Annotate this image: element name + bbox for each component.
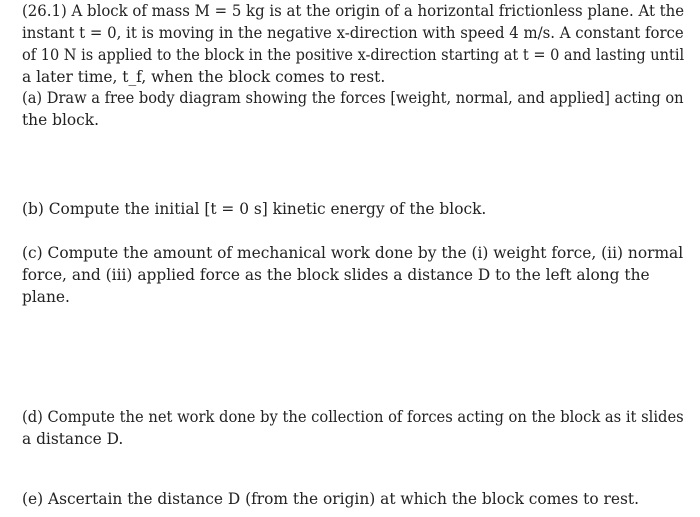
intro-line-4: a later time, t_f, when the block comes to rest.	[22, 68, 386, 86]
problem-intro	[22, 0, 684, 88]
part-c-line-2: force, and (iii) applied force as the block slides a distance D to the left along the	[22, 266, 650, 284]
part-a	[22, 87, 684, 131]
problem-number: (26.1)	[22, 2, 67, 20]
part-e	[22, 488, 684, 510]
part-b	[22, 198, 684, 220]
intro-line-1: (26.1) A block of mass M = 5 kg is at the origin of a horizontal frictionless plane. At the	[22, 2, 685, 20]
part-d	[22, 406, 684, 450]
part-a-line-1: (a) Draw a free body diagram showing the forces [weight, normal, and applied] acting on	[22, 89, 684, 107]
part-b-line-1: (b) Compute the initial [t = 0 s] kinetic energy of the block.	[22, 200, 487, 218]
part-b-label: (b)	[22, 200, 44, 218]
part-d-line-1: (d) Compute the net work done by the collection of forces acting on the block as it slides	[22, 408, 684, 426]
intro-line-3: of 10 N is applied to the block in the positive x-direction starting at t = 0 and lasting until	[22, 46, 685, 64]
intro-line-2: instant t = 0, it is moving in the negative x-direction with speed 4 m/s. A constant force	[22, 24, 684, 42]
part-e-label: (e)	[22, 490, 44, 508]
part-e-line-1: (e) Ascertain the distance D (from the origin) at which the block comes to rest.	[22, 490, 639, 508]
part-a-line-2: the block.	[22, 111, 99, 129]
part-c	[22, 242, 684, 308]
part-a-label: (a)	[22, 89, 43, 107]
part-c-label: (c)	[22, 244, 43, 262]
part-d-label: (d)	[22, 408, 43, 426]
part-d-line-2: a distance D.	[22, 430, 124, 448]
part-c-line-3: plane.	[22, 288, 70, 306]
part-c-line-1: (c) Compute the amount of mechanical work done by the (i) weight force, (ii) normal	[22, 244, 684, 262]
